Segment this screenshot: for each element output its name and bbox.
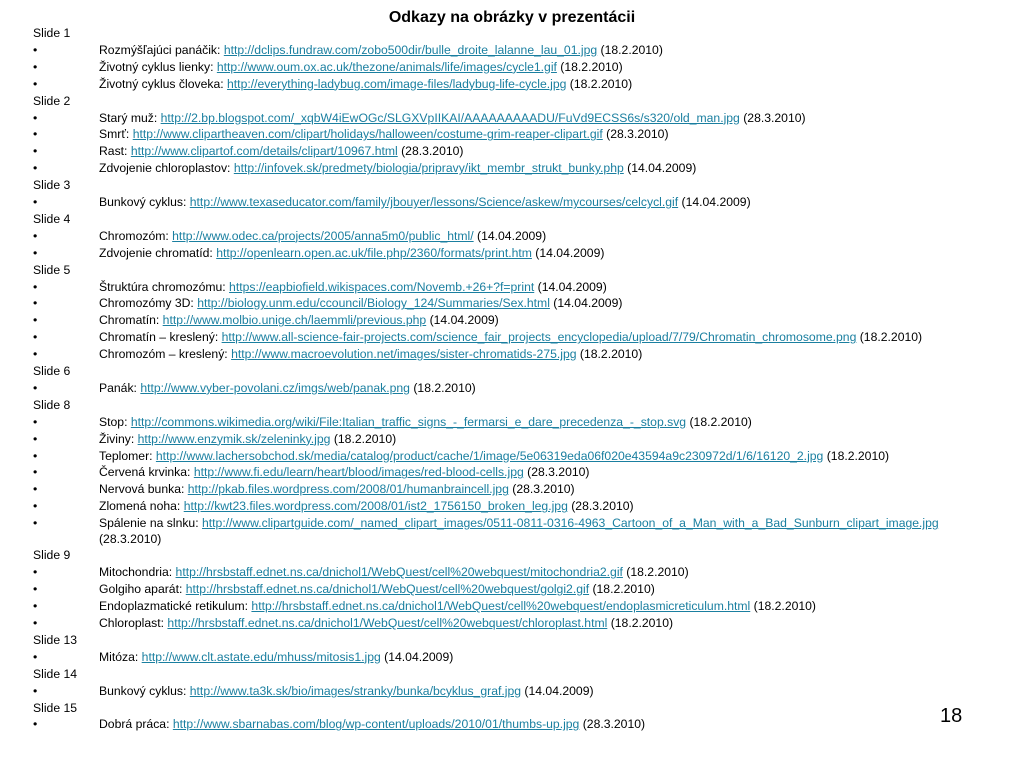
list-item [33,599,993,614]
item-label: Endoplazmatické retikulum: [99,599,252,614]
reference-link[interactable]: http://pkab.files.wordpress.com/2008/01/humanbraincell.jpg [187,482,509,497]
list-item-text [99,499,634,513]
access-date: (18.2.2010) [856,330,923,345]
item-label: Chromozóm: [99,228,173,243]
list-item [33,296,993,311]
access-date: (28.3.2010) [579,717,646,732]
slide-heading: Slide 2 [33,93,71,108]
bullet-icon: • [33,161,38,176]
reference-link[interactable]: http://www.oum.ox.ac.uk/thezone/animals/life/images/cycle1.gif [216,59,557,74]
list-item [33,449,993,464]
list-item [33,280,993,295]
reference-link[interactable]: http://www.enzymik.sk/zeleninky.jpg [137,431,331,446]
reference-link[interactable]: http://everything-ladybug.com/image-files/ladybug-life-cycle.jpg [227,76,567,91]
list-item [33,650,993,665]
bullet-icon: • [33,616,38,631]
list-item-text [99,565,689,579]
list-item-text [99,650,453,664]
bullet-icon: • [33,717,38,732]
list-item [33,43,993,58]
slide-heading: Slide 4 [33,211,71,226]
reference-link[interactable]: http://www.clipartof.com/details/clipart/10967.html [130,144,398,159]
access-date: (18.2.2010) [622,565,689,580]
item-label: Panák: [99,380,141,395]
bullet-icon: • [33,431,38,446]
reference-link[interactable]: http://www.molbio.unige.ch/laemmli/previous.php [162,313,427,328]
bullet-icon: • [33,313,38,328]
slide-heading: Slide 3 [33,178,71,193]
reference-link[interactable]: http://www.ta3k.sk/bio/images/stranky/bunka/bcyklus_graf.jpg [189,683,522,698]
reference-link[interactable]: http://commons.wikimedia.org/wiki/File:Italian_traffic_signs_-_fermarsi_e_dare_precedenza_-_stop.svg [130,414,687,429]
list-item [33,415,993,430]
slide-heading: Slide 8 [33,397,71,412]
list-item [33,616,993,631]
list-item-text [99,330,922,344]
access-date: (28.3.2010) [523,465,590,480]
list-item-text [99,60,623,74]
bullet-icon: • [33,42,38,57]
access-date: (28.3.2010) [602,127,669,142]
bullet-icon: • [33,228,38,243]
list-item [33,330,993,345]
list-item [33,161,993,176]
list-item [33,60,993,75]
item-label: Chromatín – kreslený: [99,330,222,345]
list-item [33,499,993,514]
item-label: Chromozómy 3D: [99,296,198,311]
bullet-icon: • [33,414,38,429]
bullet-icon: • [33,499,38,514]
bullet-icon: • [33,144,38,159]
item-label: Spálenie na slnku: [99,516,202,531]
list-item-text [99,127,669,141]
access-date: (18.2.2010) [686,414,752,429]
item-label: Bunkový cyklus: [99,195,190,210]
reference-link[interactable]: http://hrsbstaff.ednet.ns.ca/dnichol1/WebQuest/cell%20webquest/endoplasmicreticulum.html [251,599,751,614]
reference-link[interactable]: http://2.bp.blogspot.com/_xqbW4iEwOGc/SLGXVpIIKAI/AAAAAAAAADU/FuVd9ECSS6s/s320/old_man.jpg [160,110,740,125]
item-label: Zlomená noha: [99,499,184,514]
bullet-icon: • [33,482,38,497]
list-item-text [99,449,889,463]
list-item [33,684,993,699]
list-item-text [99,111,806,125]
list-item-text [99,296,622,310]
reference-link[interactable]: http://www.all-science-fair-projects.com/science_fair_projects_encyclopedia/upload/7/79/Chromatin_chromosome.png [221,330,857,345]
item-label: Živiny: [99,431,138,446]
access-date: (18.2.2010) [607,616,674,631]
reference-link[interactable]: http://biology.unm.edu/ccouncil/Biology_124/Summaries/Sex.html [197,296,550,311]
bullet-icon: • [33,465,38,480]
reference-link[interactable]: http://hrsbstaff.ednet.ns.ca/dnichol1/WebQuest/cell%20webquest/golgi2.gif [185,582,590,597]
item-label: Smrť: [99,127,133,142]
access-date: (28.3.2010) [99,531,162,546]
list-item [33,381,993,396]
list-item-text [99,381,476,395]
reference-link[interactable]: http://www.odec.ca/projects/2005/anna5m0/public_html/ [172,228,474,243]
list-item [33,246,993,261]
slide-heading: Slide 15 [33,700,78,715]
bullet-icon: • [33,127,38,142]
reference-list [33,26,993,734]
access-date: (14.04.2009) [473,228,547,243]
reference-link[interactable]: http://www.fi.edu/learn/heart/blood/images/red-blood-cells.jpg [193,465,524,480]
list-item-text [99,77,632,91]
list-item-text [99,195,751,209]
reference-link[interactable]: http://www.lachersobchod.sk/media/catalog/product/cache/1/image/5e06319eda06f020e43594a9c230972d/1/6/16120_2.jpg [155,448,824,463]
slide-heading: Slide 1 [33,26,71,40]
access-date: (14.04.2009) [531,245,605,260]
reference-link[interactable]: http://www.clipartheaven.com/clipart/holidays/halloween/costume-grim-reaper-clipart.gif [132,127,603,142]
access-date: (14.04.2009) [380,649,454,664]
access-date: (14.04.2009) [534,279,607,294]
item-label: Životný cyklus lienky: [99,59,217,74]
reference-link[interactable]: http://www.vyber-povolani.cz/imgs/web/panak.png [140,380,410,395]
access-date: (14.04.2009) [426,313,499,328]
list-item-text [99,465,589,479]
list-item [33,717,993,732]
list-item [33,347,993,362]
bullet-icon: • [33,296,38,311]
item-label: Zdvojenie chromatíd: [99,245,217,260]
item-label: Golgiho aparát: [99,582,186,597]
item-label: Nervová bunka: [99,482,188,497]
bullet-icon: • [33,195,38,210]
item-label: Bunkový cyklus: [99,683,190,698]
access-date: (18.2.2010) [576,347,643,362]
item-label: Teplomer: [99,448,156,463]
list-item-text [99,280,607,294]
item-label: Starý muž: [99,110,161,125]
list-item [33,516,993,547]
list-item [33,127,993,142]
slide-heading: Slide 14 [33,666,78,681]
page-number: 18 [940,705,963,727]
list-item [33,144,993,159]
access-date: (14.04.2009) [549,296,623,311]
item-label: Dobrá práca: [99,717,173,732]
bullet-icon: • [33,565,38,580]
bullet-icon: • [33,76,38,91]
list-item-text [99,482,575,496]
bullet-icon: • [33,59,38,74]
list-item-text [99,43,663,57]
reference-link[interactable]: http://openlearn.open.ac.uk/file.php/2360/formats/print.htm [216,245,532,260]
bullet-icon: • [33,683,38,698]
list-item-text [99,313,499,327]
reference-link[interactable]: http://dclips.fundraw.com/zobo500dir/bulle_droite_lalanne_lau_01.jpg [223,42,598,57]
item-label: Štruktúra chromozómu: [99,279,230,294]
access-date: (18.2.2010) [589,582,655,597]
access-date: (18.2.2010) [597,42,663,57]
item-label: Rozmýšľajúci panáčik: [99,42,224,57]
list-item [33,77,993,92]
bullet-icon: • [33,380,38,395]
list-item-text [99,229,546,243]
reference-link[interactable]: http://www.texaseducator.com/family/jbouyer/lessons/Science/askew/mycourses/celcycl.gif [189,195,679,210]
item-label: Chromatín: [99,313,163,328]
reference-link[interactable]: http://www.macroevolution.net/images/sister-chromatids-275.jpg [231,347,577,362]
access-date: (14.04.2009) [678,195,751,210]
list-item-text [99,616,673,630]
list-item-text [99,684,594,698]
access-date: (14.04.2009) [521,683,594,698]
bullet-icon: • [33,599,38,614]
reference-link[interactable]: http://kwt23.files.wordpress.com/2008/01/ist2_1756150_broken_leg.jpg [183,499,568,514]
item-label: Mitóza: [99,649,142,664]
list-item-text [99,415,752,429]
bullet-icon: • [33,649,38,664]
slide-heading: Slide 9 [33,548,71,563]
list-item [33,465,993,480]
list-item-text [99,516,939,545]
access-date: (18.2.2010) [409,380,476,395]
bullet-icon: • [33,110,38,125]
reference-link[interactable]: http://hrsbstaff.ednet.ns.ca/dnichol1/WebQuest/cell%20webquest/chloroplast.html [167,616,608,631]
list-item-text [99,161,696,175]
item-label: Chromozóm – kreslený: [99,347,232,362]
list-item [33,313,993,328]
slide-heading: Slide 13 [33,633,78,647]
list-item [33,111,993,126]
item-label: Zdvojenie chloroplastov: [99,161,234,176]
reference-link[interactable]: http://www.sbarnabas.com/blog/wp-content/uploads/2010/01/thumbs-up.jpg [172,717,580,732]
reference-link[interactable]: http://infovek.sk/predmety/biologia/pripravy/ikt_membr_strukt_bunky.php [233,161,624,176]
bullet-icon: • [33,279,38,294]
bullet-icon: • [33,330,38,345]
bullet-icon: • [33,448,38,463]
list-item [33,565,993,580]
access-date: (18.2.2010) [330,431,397,446]
list-item-text [99,246,604,260]
access-date: (28.3.2010) [508,482,575,497]
list-item-text [99,599,816,613]
item-label: Mitochondria: [99,565,176,580]
access-date: (28.3.2010) [397,144,464,159]
list-item-text [99,144,463,158]
list-item-text [99,432,396,446]
list-item-text [99,717,645,731]
reference-link[interactable]: http://hrsbstaff.ednet.ns.ca/dnichol1/WebQuest/cell%20webquest/mitochondria2.gif [175,565,623,580]
access-date: (18.2.2010) [823,448,890,463]
bullet-icon: • [33,516,38,531]
item-label: Rast: [99,144,131,159]
reference-link[interactable]: http://www.clipartguide.com/_named_clipart_images/0511-0811-0316-4963_Cartoon_of_a_Man_with_a_Bad_Sunburn_clipart_image.jpg [202,516,939,531]
list-item [33,229,993,244]
list-item [33,582,993,597]
access-date: (14.04.2009) [623,161,697,176]
bullet-icon: • [33,245,38,260]
list-item [33,432,993,447]
list-item-text [99,347,642,361]
page-title: Odkazy na obrázky v prezentácii [388,9,636,26]
item-label: Stop: [99,414,131,429]
reference-link[interactable]: https://eapbiofield.wikispaces.com/Novemb.+26+?f=print [229,279,535,294]
slide-heading: Slide 6 [33,364,71,379]
list-item [33,195,993,210]
item-label: Životný cyklus človeka: [99,76,228,91]
access-date: (28.3.2010) [567,499,634,514]
bullet-icon: • [33,582,38,597]
access-date: (18.2.2010) [566,76,633,91]
access-date: (18.2.2010) [556,59,623,74]
item-label: Chloroplast: [99,616,168,631]
list-item-text [99,582,655,596]
list-item [33,482,993,497]
slide-heading: Slide 5 [33,262,71,277]
access-date: (28.3.2010) [739,110,806,125]
bullet-icon: • [33,347,38,362]
reference-link[interactable]: http://www.clt.astate.edu/mhuss/mitosis1.jpg [141,649,381,664]
item-label: Červená krvinka: [99,465,194,480]
access-date: (18.2.2010) [750,599,816,614]
